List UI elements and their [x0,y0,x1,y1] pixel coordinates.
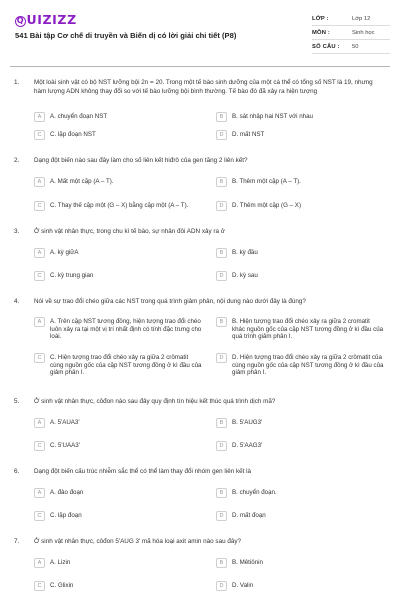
question-number: 4. [14,298,20,305]
question-number: 1. [14,79,20,86]
quizizz-logo [15,12,77,27]
logo-q-icon: Q [16,16,25,25]
option-text: B. kỳ đầu [232,249,258,256]
question-number: 6. [14,468,20,475]
option-letter-box: A [34,558,45,568]
option-text: C. kỳ trung gian [50,272,94,279]
option-d[interactable] [216,130,372,140]
option-d[interactable] [216,511,372,521]
option-b[interactable] [216,558,372,568]
option-text: C. 5'UAA3' [50,442,80,449]
option-letter-box: D [216,271,227,281]
option-letter-box: C [34,511,45,521]
option-letter-box: D [216,353,227,363]
option-letter-box: C [34,130,45,140]
option-d[interactable] [216,353,384,377]
option-text: D. Hiện tượng trao đổi chéo xảy ra giữa 2 crômatit của cùng nguồn gốc của cặp NST tương đồng ở kì đầu của giảm phân I. [232,354,384,377]
option-letter-box: B [216,317,227,327]
meta-value: Lớp 12 [352,15,371,22]
option-c[interactable] [34,201,222,211]
option-c[interactable] [34,353,202,377]
option-text: A. 5'AUA3' [50,419,80,426]
option-text: D. mất NST [232,131,265,138]
question-text: Ở sinh vật nhân thực, côđon 5'AUG 3' mã hóa loại axit amin nào sau đây? [34,538,241,545]
option-text: B. Hiện tượng trao đổi chéo xảy ra giữa 2 cromatit khác nguồn gốc của cặp NST tương đồng ở kì đầu của quá trình giảm phân I. [232,318,384,341]
question-text: Dạng đột biến nào sau đây làm cho số liên kết hiđrô của gen tăng 2 liên kết? [34,157,248,164]
option-text: A. Lizin [50,559,71,566]
meta-value: Sinh học [352,29,375,36]
option-d[interactable] [216,271,372,281]
option-b[interactable] [216,317,384,341]
option-text: B. Mêtiônin [232,559,263,566]
question-text: Nói về sự trao đổi chéo giữa các NST trong quá trình giảm phân, nội dung nào dưới đây là đúng? [34,298,306,305]
option-text: D. Valin [232,582,254,589]
question-number: 5. [14,398,20,405]
question-text: Một loài sinh vật có bộ NST lưỡng bội 2n = 20. Trong một tế bào sinh dưỡng của một cá thể có tổng số NST là 19, nhưng hàm lượng ADN không thay đổi so với tế bào lưỡng bội bình thường. Tế bào đó đã xảy ra hiện tượng [34,79,373,95]
option-c[interactable] [34,441,190,451]
option-text: A. đảo đoạn [50,489,84,496]
option-b[interactable] [216,112,372,122]
option-text: A. Trên cặp NST tương đồng, hiện tượng trao đổi chéo luôn xảy ra tại một vị trí nhất định có tính đặc trưng cho loài. [50,318,202,341]
option-letter-box: C [34,271,45,281]
logo-text: UIZIZZ [26,12,77,27]
question-text: Ở sinh vật nhân thực, trong chu kì tế bào, sự nhân đôi ADN xảy ra ở [34,228,225,235]
option-letter-box: A [34,177,45,187]
option-letter-box: A [34,418,45,428]
option-a[interactable] [34,558,190,568]
option-text: C. lặp đoạn NST [50,131,96,138]
option-letter-box: C [34,353,45,363]
option-text: B. Thêm một cặp (A – T). [232,178,301,185]
option-a[interactable] [34,248,190,258]
option-a[interactable] [34,418,190,428]
option-letter-box: A [34,112,45,122]
option-c[interactable] [34,511,190,521]
option-b[interactable] [216,177,372,187]
option-letter-box: D [216,130,227,140]
option-text: A. kỳ giữA [50,249,79,256]
option-letter-box: C [34,581,45,591]
option-letter-box: C [34,201,45,211]
option-b[interactable] [216,418,372,428]
option-letter-box: B [216,112,227,122]
option-a[interactable] [34,177,190,187]
meta-value: 50 [352,43,359,50]
meta-key: LỚP : [312,15,329,22]
option-text: D. 5'AAG3' [232,442,263,449]
option-letter-box: D [216,511,227,521]
meta-row-subject [312,26,390,40]
option-a[interactable] [34,488,190,498]
option-c[interactable] [34,271,190,281]
option-letter-box: B [216,488,227,498]
option-c[interactable] [34,581,190,591]
question-number: 2. [14,157,20,164]
option-letter-box: B [216,558,227,568]
header-divider [10,66,390,67]
option-text: C. Thay thế cặp một (G – X) bằng cặp một (A – T). [50,202,189,209]
option-letter-box: D [216,201,227,211]
option-text: C. lặp đoạn [50,512,82,519]
option-text: D. kỳ sau [232,272,258,279]
option-text: A. Mất một cặp (A – T). [50,178,114,185]
meta-table [312,12,390,54]
option-text: B. sát nhập hai NST với nhau [232,113,313,120]
option-text: B. chuyển đoạn. [232,489,277,496]
meta-key: SỐ CÂU : [312,43,340,50]
option-text: A. chuyển đoạn NST [50,113,108,120]
option-d[interactable] [216,581,372,591]
meta-row-class [312,12,390,26]
question-number: 7. [14,538,20,545]
option-text: D. Thêm một cặp (G – X) [232,202,301,209]
option-d[interactable] [216,201,372,211]
option-a[interactable] [34,112,190,122]
option-letter-box: D [216,581,227,591]
option-b[interactable] [216,248,372,258]
meta-key: MÔN : [312,29,331,36]
question-text: Dạng đột biến cấu trúc nhiễm sắc thể có thể làm thay đổi nhóm gen liên kết là [34,468,252,475]
option-c[interactable] [34,130,190,140]
option-text: B. 5'AUG3' [232,419,263,426]
option-letter-box: C [34,441,45,451]
option-letter-box: A [34,317,45,327]
option-letter-box: B [216,177,227,187]
document-title: 541 Bài tập Cơ chế di truyền và Biến dị có lời giải chi tiết (P8) [15,31,237,40]
option-text: C. Glixin [50,582,74,589]
option-letter-box: A [34,488,45,498]
meta-row-count [312,40,390,54]
option-text: D. mất đoạn [232,512,266,519]
option-a[interactable] [34,317,202,341]
document-header [0,0,400,62]
option-text: C. Hiện tượng trao đổi chéo xảy ra giữa 2 crômatit cùng nguồn gốc của cặp NST tương đồng ở kì đầu của giảm phân I. [50,354,202,377]
option-d[interactable] [216,441,372,451]
option-letter-box: B [216,248,227,258]
option-letter-box: B [216,418,227,428]
option-letter-box: D [216,441,227,451]
question-number: 3. [14,228,20,235]
question-text: Ở sinh vật nhân thực, côđon nào sau đây quy định tín hiệu kết thúc quá trình dịch mã? [34,398,276,405]
option-letter-box: A [34,248,45,258]
option-b[interactable] [216,488,372,498]
